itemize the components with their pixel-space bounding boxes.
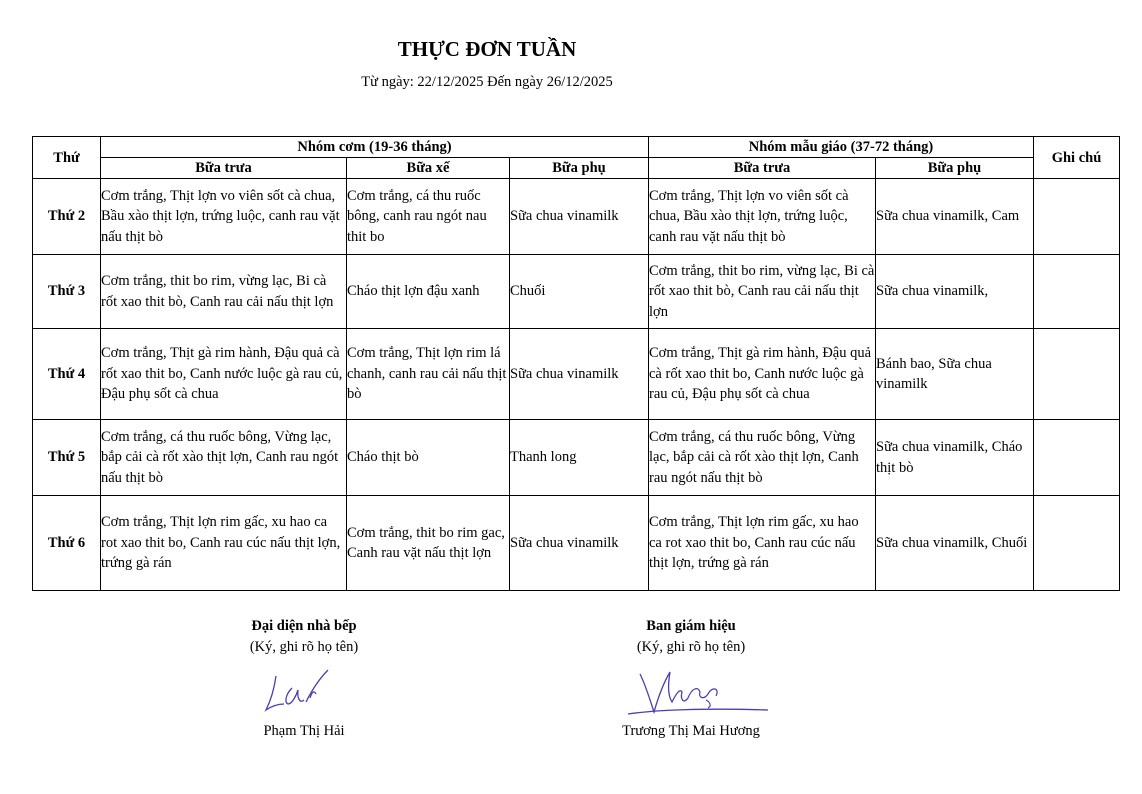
page-title: THỰC ĐƠN TUẦN xyxy=(397,37,577,61)
com-snack-cell: Thanh long xyxy=(510,420,649,496)
com-lunch-cell: Cơm trắng, Thịt lợn rim gấc, xu hao ca rot xao thit bo, Canh rau cúc nấu thịt lợn, trứng gà rán xyxy=(101,496,347,591)
date-range: Từ ngày: 22/12/2025 Đến ngày 26/12/2025 xyxy=(361,74,613,90)
kitchen-role-label: Đại diện nhà bếp xyxy=(251,618,357,634)
mg-lunch-cell: Cơm trắng, Thịt lợn rim gấc, xu hao ca rot xao thit bo, Canh rau cúc nấu thịt lợn, trứng gà rán xyxy=(649,496,876,591)
table-row xyxy=(33,255,1120,329)
table-row xyxy=(33,420,1120,496)
kitchen-sign-instruction: (Ký, ghi rõ họ tên) xyxy=(249,639,359,655)
board-signature-image xyxy=(624,664,772,722)
mg-snack-cell: Sữa chua vinamilk, Chuối xyxy=(876,496,1034,591)
board-signer-name: Trương Thị Mai Hương xyxy=(622,723,760,739)
com-lunch-cell: Cơm trắng, thit bo rim, vừng lạc, Bi cà rốt xao thit bò, Canh rau cải nấu thịt lợn xyxy=(101,255,347,329)
com-snack-cell: Sữa chua vinamilk xyxy=(510,496,649,591)
mg-lunch-cell: Cơm trắng, cá thu ruốc bông, Vừng lạc, bắp cải cà rốt xào thịt lợn, Canh rau ngót nấu thịt bò xyxy=(649,420,876,496)
com-lunch-cell: Cơm trắng, Thịt gà rim hành, Đậu quả cà rốt xao thit bo, Canh nước luộc gà rau củ, Đậu phụ sốt cà chua xyxy=(101,329,347,420)
mg-snack-cell: Sữa chua vinamilk, xyxy=(876,255,1034,329)
com-afternoon-cell: Cháo thịt bò xyxy=(347,420,510,496)
kitchen-signature-block xyxy=(204,616,404,658)
note-cell xyxy=(1034,255,1120,329)
header-com-lunch: Bữa trưa xyxy=(101,158,347,179)
com-lunch-cell: Cơm trắng, cá thu ruốc bông, Vừng lạc, bắp cải cà rốt xào thịt lợn, Canh rau ngót nấu thịt bò xyxy=(101,420,347,496)
day-cell: Thứ 5 xyxy=(33,420,101,496)
table-row xyxy=(33,179,1120,255)
mg-snack-cell: Sữa chua vinamilk, Cháo thịt bò xyxy=(876,420,1034,496)
kitchen-signature-image xyxy=(262,660,348,718)
header-mg-snack: Bữa phụ xyxy=(876,158,1034,179)
com-snack-cell: Sữa chua vinamilk xyxy=(510,329,649,420)
board-role-label: Ban giám hiệu xyxy=(646,618,736,634)
day-cell: Thứ 2 xyxy=(33,179,101,255)
menu-table xyxy=(32,136,1120,591)
note-cell xyxy=(1034,329,1120,420)
header-group-mau-giao: Nhóm mẫu giáo (37-72 tháng) xyxy=(649,137,1034,158)
com-afternoon-cell: Cơm trắng, thit bo rim gac, Canh rau vặt nấu thịt lợn xyxy=(347,496,510,591)
com-lunch-cell: Cơm trắng, Thịt lợn vo viên sốt cà chua, Bầu xào thịt lợn, trứng luộc, canh rau vặt nấu thịt bò xyxy=(101,179,347,255)
table-row xyxy=(33,329,1120,420)
header-mg-lunch: Bữa trưa xyxy=(649,158,876,179)
com-snack-cell: Chuối xyxy=(510,255,649,329)
board-sign-instruction: (Ký, ghi rõ họ tên) xyxy=(636,639,746,655)
com-snack-cell: Sữa chua vinamilk xyxy=(510,179,649,255)
header-com-snack: Bữa phụ xyxy=(510,158,649,179)
board-signature-block xyxy=(591,616,791,658)
note-cell xyxy=(1034,179,1120,255)
day-cell: Thứ 4 xyxy=(33,329,101,420)
mg-snack-cell: Sữa chua vinamilk, Cam xyxy=(876,179,1034,255)
day-cell: Thứ 3 xyxy=(33,255,101,329)
mg-lunch-cell: Cơm trắng, Thịt lợn vo viên sốt cà chua, Bầu xào thịt lợn, trứng luộc, canh rau vặt nấu thịt bò xyxy=(649,179,876,255)
header-com-afternoon: Bữa xế xyxy=(347,158,510,179)
header-note: Ghi chú xyxy=(1034,137,1120,179)
com-afternoon-cell: Cháo thịt lợn đậu xanh xyxy=(347,255,510,329)
com-afternoon-cell: Cơm trắng, cá thu ruốc bông, canh rau ngót nau thit bo xyxy=(347,179,510,255)
mg-snack-cell: Bánh bao, Sữa chua vinamilk xyxy=(876,329,1034,420)
day-cell: Thứ 6 xyxy=(33,496,101,591)
header-day: Thứ xyxy=(33,137,101,179)
header-group-com: Nhóm cơm (19-36 tháng) xyxy=(101,137,649,158)
table-row xyxy=(33,496,1120,591)
com-afternoon-cell: Cơm trắng, Thịt lợn rim lá chanh, canh rau cải nấu thịt bò xyxy=(347,329,510,420)
note-cell xyxy=(1034,496,1120,591)
note-cell xyxy=(1034,420,1120,496)
mg-lunch-cell: Cơm trắng, Thịt gà rim hành, Đậu quả cà rốt xao thit bo, Canh nước luộc gà rau củ, Đậu phụ sốt cà chua xyxy=(649,329,876,420)
kitchen-signer-name: Phạm Thị Hải xyxy=(263,723,345,739)
mg-lunch-cell: Cơm trắng, thit bo rim, vừng lạc, Bi cà rốt xao thit bò, Canh rau cải nấu thịt lợn xyxy=(649,255,876,329)
